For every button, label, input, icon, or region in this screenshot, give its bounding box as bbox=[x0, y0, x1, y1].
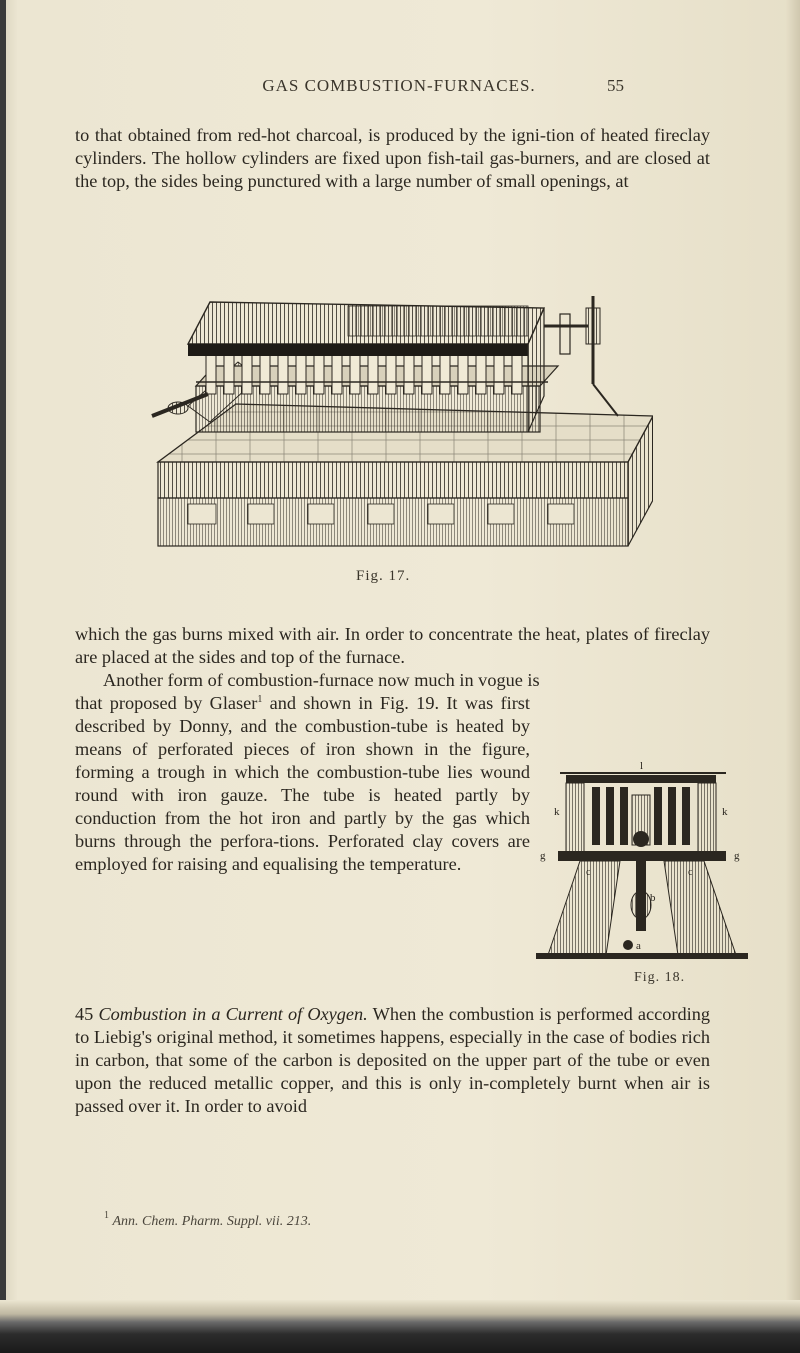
binding-edge bbox=[0, 0, 6, 1353]
figure-17-furnace-illustration bbox=[148, 286, 653, 560]
figure-17-caption: Fig. 17. bbox=[356, 568, 411, 584]
running-head: GAS COMBUSTION-FURNACES. bbox=[262, 76, 536, 95]
fig18-label-k-left: k bbox=[554, 806, 560, 818]
footnote-text: Ann. Chem. Pharm. Suppl. vii. 213. bbox=[112, 1214, 312, 1229]
footnote-ref: 1 bbox=[257, 694, 263, 705]
fig18-label-c-left: c bbox=[586, 866, 591, 878]
footnote bbox=[104, 1210, 312, 1230]
paragraph-3-first-line: Another form of combustion-furnace now much in vogue is bbox=[103, 670, 540, 690]
figure-18-cross-section bbox=[536, 755, 748, 965]
paragraph-number: 45 bbox=[75, 1004, 94, 1024]
section-title: Combustion in a Current of Oxygen. bbox=[98, 1004, 368, 1024]
figure-18-caption: Fig. 18. bbox=[634, 970, 686, 985]
fig18-label-g-right: g bbox=[734, 850, 740, 862]
paragraph-3-text-a: that proposed by Glaser bbox=[75, 693, 258, 713]
paragraph-1-text: to that obtained from red-hot charcoal, is produced by the igni-tion of heated fireclay cylinders. The hollow cylinders are fixed upon fish-tail gas-burners, and are closed at the top, the sides being punctured with a large number of small openings, at bbox=[75, 125, 710, 191]
paragraph-4-text bbox=[75, 1003, 710, 1118]
fig18-label-l: l bbox=[640, 760, 644, 772]
page-number: 55 bbox=[607, 76, 624, 95]
paragraph-3-text-b: and shown in Fig. 19. It was first described by Donny, and the combustion-tube is heated by means of perforated pieces of iron shown in the figure, forming a trough in which the combustion-tube lies wound round with iron gauze. The tube is heated partly by conduction from the hot iron and partly by the gas which burns through the perfora-tions. Perforated clay covers are employed for raising and equalising the temperature. bbox=[75, 693, 530, 874]
scan-bottom-edge bbox=[0, 1300, 800, 1353]
footnote-marker: 1 bbox=[104, 1210, 109, 1221]
fig18-label-b: b bbox=[650, 892, 656, 904]
paragraph-1 bbox=[75, 124, 710, 193]
paragraph-2-text: which the gas burns mixed with air. In order to concentrate the heat, plates of fireclay are placed at the sides and top of the furnace. bbox=[75, 624, 710, 667]
paragraph-3-wrapped bbox=[75, 692, 530, 876]
fig18-label-k-right: k bbox=[722, 806, 728, 818]
paragraph-4 bbox=[75, 1003, 710, 1118]
fig18-label-g-left: g bbox=[540, 850, 546, 862]
fig18-label-c-right: c bbox=[688, 866, 693, 878]
page-edge bbox=[786, 0, 800, 1353]
paragraph-4-body: When the combustion is performed according to Liebig's original method, it sometimes happens, especially in the case of bodies rich in carbon, that some of the carbon is deposited on the upper part of the tube or even upon the reduced metallic copper, and this is only in-completely burnt when air is passed over it. In order to avoid bbox=[75, 1004, 710, 1116]
fig18-label-a: a bbox=[636, 940, 641, 952]
